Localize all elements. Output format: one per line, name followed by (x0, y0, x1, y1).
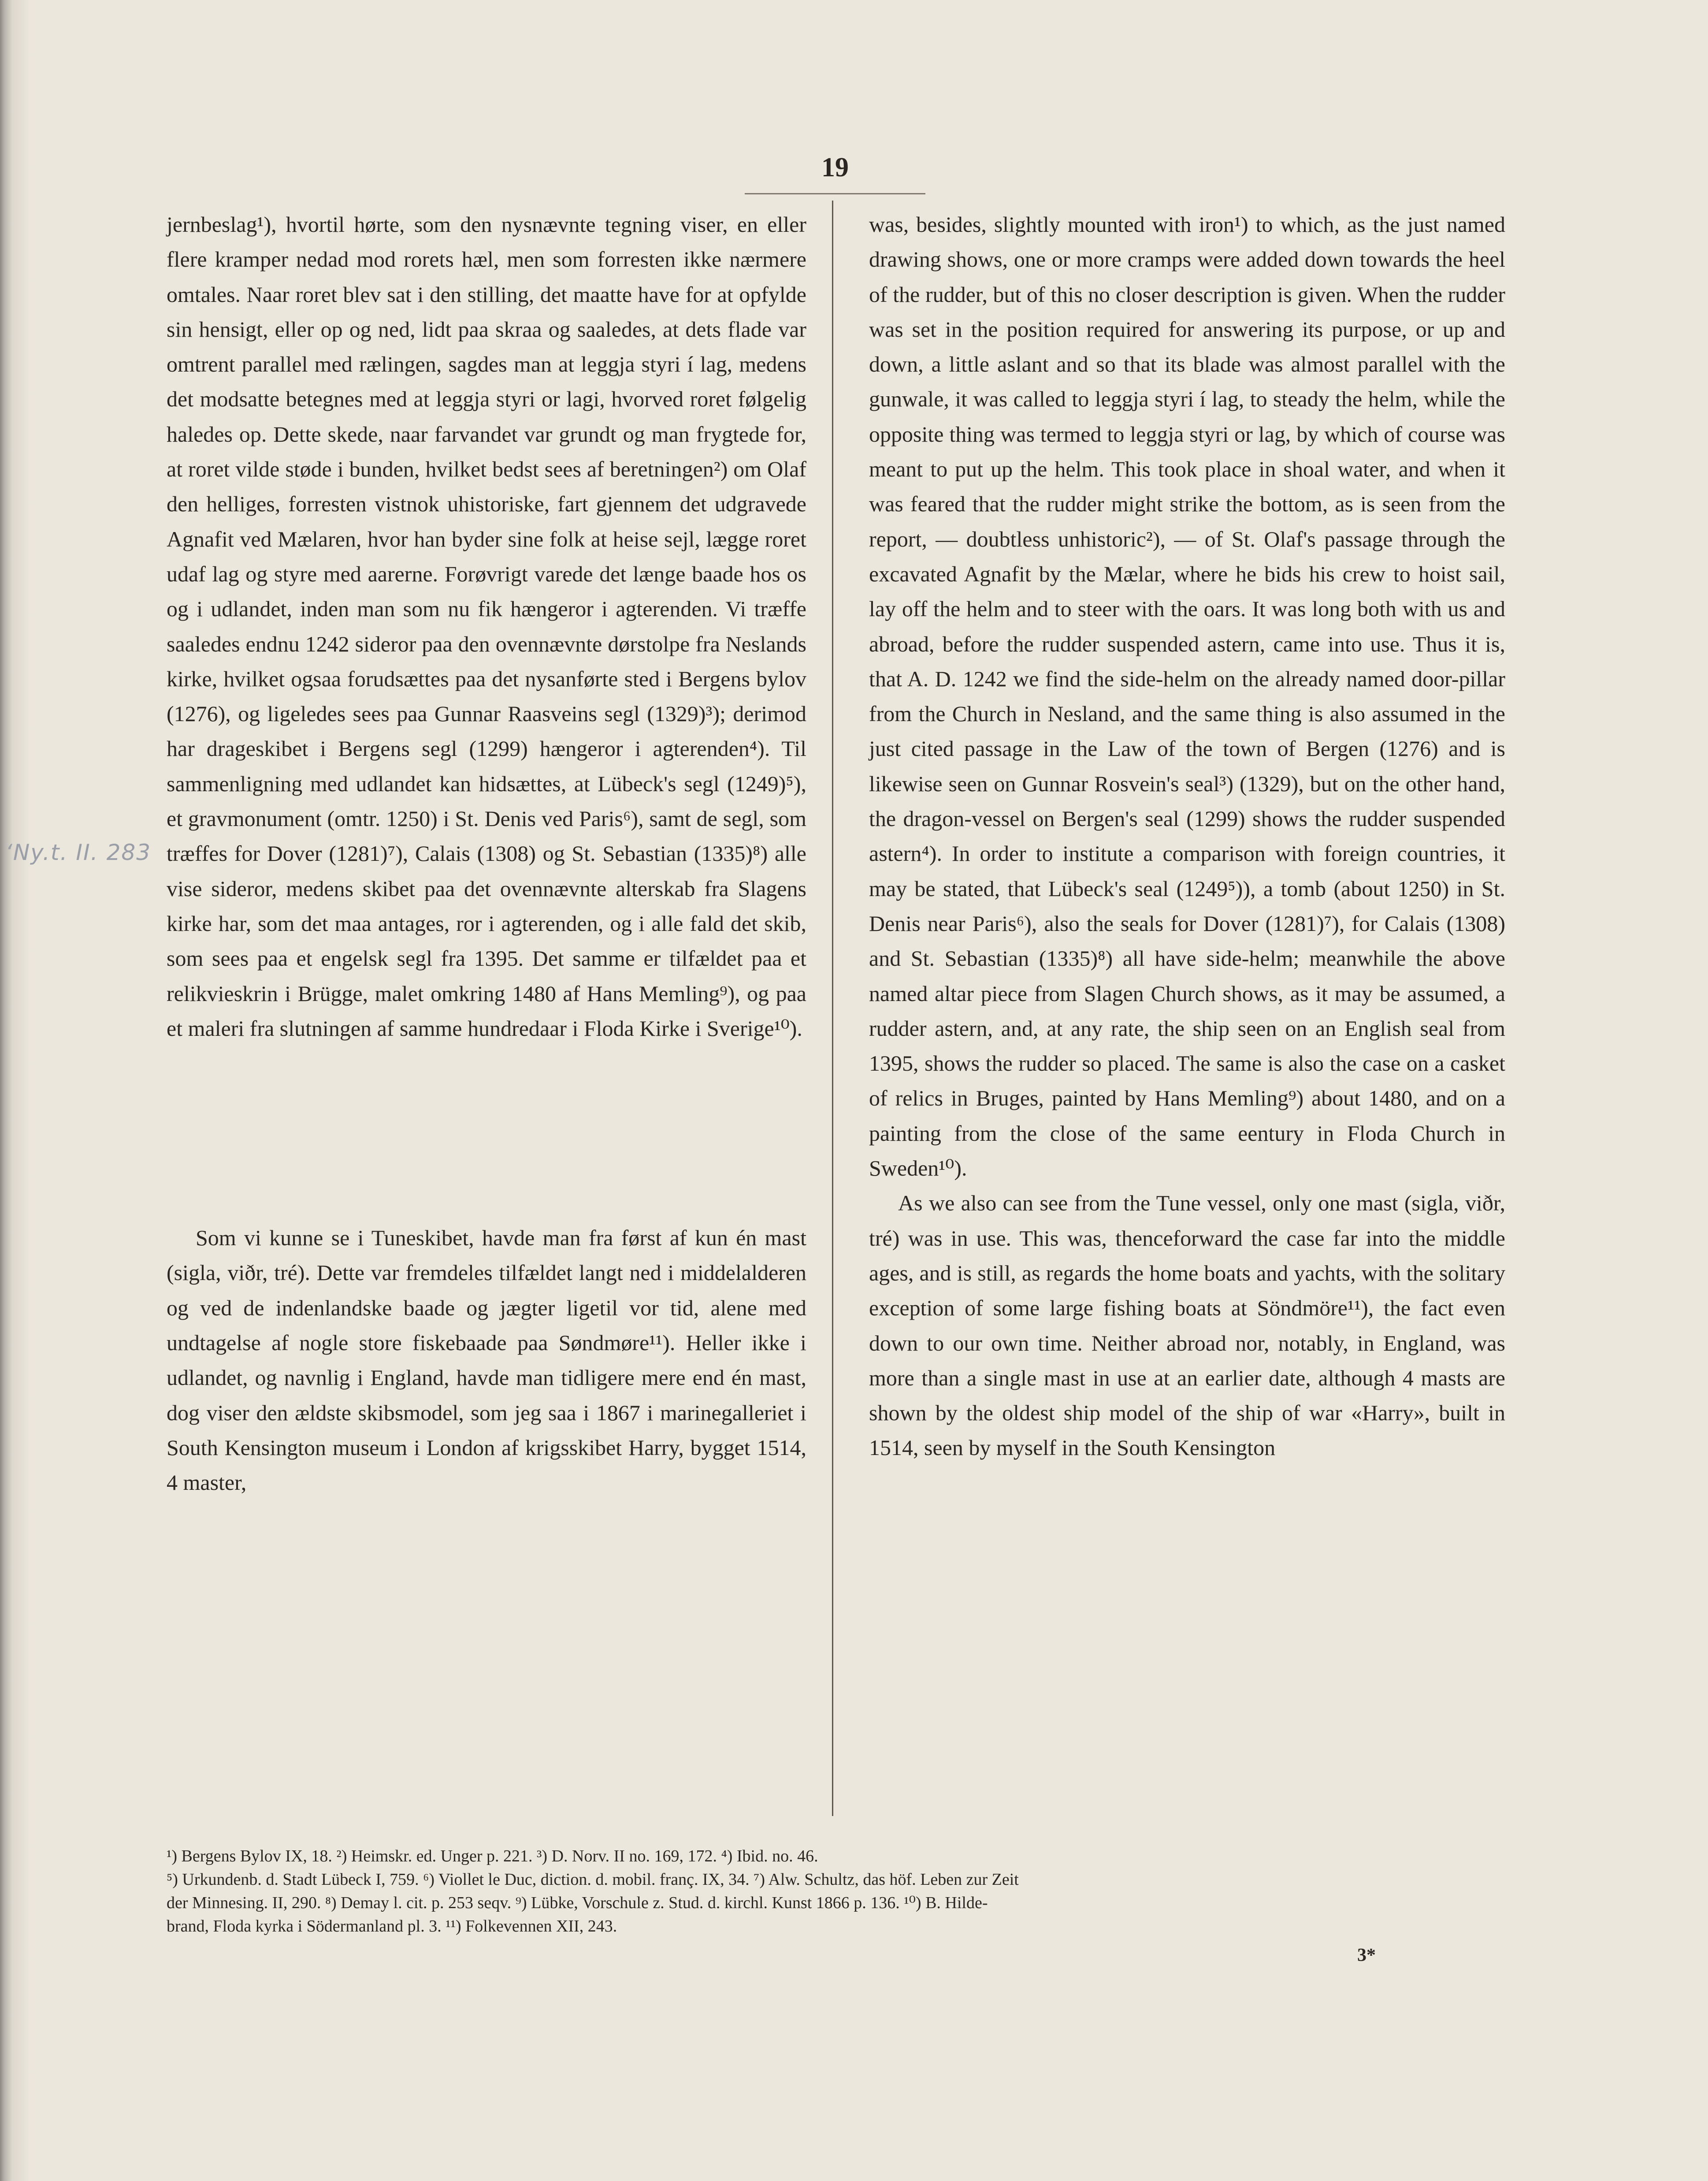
footnote-line: ¹) Bergens Bylov IX, 18. ²) Heimskr. ed. Unger p. 221. ³) D. Norv. II no. 169, 172. ⁴) Ibid. no. 46. (167, 1847, 818, 1865)
signature-mark: 3* (1357, 1945, 1376, 1965)
footnote-line: brand, Floda kyrka i Södermanland pl. 3. ¹¹) Folkevennen XII, 243. (167, 1917, 617, 1935)
section-gap (167, 1046, 806, 1221)
column-divider (832, 201, 833, 1816)
footnotes (167, 1845, 1502, 1938)
footnote-line: ⁵) Urkundenb. d. Stadt Lübeck I, 759. ⁶) Viollet le Duc, diction. d. mobil. franç. IX, 34. ⁷) Alw. Schultz, das höf. Leben zur Zeit (167, 1870, 1019, 1889)
header-rule (745, 193, 925, 194)
footnote-line: der Minnesing. II, 290. ⁸) Demay l. cit. p. 253 seqv. ⁹) Lübke, Vorschule z. Stud. d. kirchl. Kunst 1866 p. 136. ¹⁰) B. Hilde- (167, 1894, 988, 1912)
right-paragraph-mast: As we also can see from the Tune vessel, only one mast (sigla, viðr, tré) was in use. This was, thenceforward the case far into the middle ages, and is still, as regards the home boats and yachts, with the solitary exception of some large fishing boats at Söndmöre¹¹), the fact even down to our own time. Neither abroad nor, notably, in England, was more than a single mast in use at an earlier date, although 4 masts are shown by the oldest ship model of the ship of war «Harry», built in 1514, seen by myself in the South Kensington (869, 1191, 1505, 1460)
right-column-english (869, 207, 1505, 1466)
right-paragraph-rudder: was, besides, slightly mounted with iron¹) to which, as the just named drawing shows, one or more cramps were added down towards the heel of the rudder, but of this no closer description is given. When the rudder was set in the position required for answering its purpose, or up and down, a little aslant and so that its blade was almost parallel with the gunwale, it was called to leggja styri í lag, to steady the helm, while the opposite thing was termed to leggja styri or lag, by which of course was meant to put up the helm. This took place in shoal water, and when it was feared that the rudder might strike the bottom, as is seen from the report, — doubtless unhistoric²), — of St. Olaf's passage through the excavated Agnafit by the Mælar, where he bids his crew to hoist sail, lay off the helm and to steer with the oars. It was long both with us and abroad, before the rudder suspended astern, came into use. Thus it is, that A. D. 1242 we find the side-helm on the already named door-pillar from the Church in Nesland, and the same thing is also assumed in the just cited passage in the Law of the town of Bergen (1276) and is likewise seen on Gunnar Rosvein's seal³) (1329), but on the other hand, the dragon-vessel on Bergen's seal (1299) shows the rudder suspended astern⁴). In order to institute a comparison with foreign countries, it may be stated, that Lübeck's seal (1249⁵)), a tomb (about 1250) in St. Denis near Paris⁶), also the seals for Dover (1281)⁷), for Calais (1308) and St. Sebastian (1335)⁸) all have side-helm; meanwhile the above named altar piece from Slagen Church shows, as it may be assumed, a rudder astern, and, at any rate, the ship seen on an English seal from 1395, shows the rudder so placed. The same is also the case on a casket of relics in Bruges, painted by Hans Memling⁹) about 1480, and on a painting from the close of the same eentury in Floda Church in Sweden¹⁰). (869, 212, 1505, 1181)
page-number: 19 (821, 153, 849, 182)
left-paragraph-rudder: jernbeslag¹), hvortil hørte, som den nysnævnte tegning viser, en eller flere kramper nedad mod rorets hæl, men som forresten ikke nærmere omtales. Naar roret blev sat i den stilling, det maatte have for at opfylde sin hensigt, eller op og ned, lidt paa skraa og saaledes, at dets flade var omtrent parallel med rælingen, sagdes man at leggja styri í lag, medens det modsatte betegnes med at leggja styri or lagi, hvorved roret følgelig haledes op. Dette skede, naar farvandet var grundt og man frygtede for, at roret vilde støde i bunden, hvilket bedst sees af beretningen²) om Olaf den helliges, forresten vistnok uhistoriske, fart gjennem det udgravede Agnafit ved Mælaren, hvor han byder sine folk at heise sejl, lægge roret udaf lag og styre med aarerne. Forøvrigt varede det længe baade hos os og i udlandet, inden man som nu fik hængeror i agterenden. Vi træffe saaledes endnu 1242 sideror paa den ovennævnte dørstolpe fra Neslands kirke, hvilket ogsaa forudsættes paa det nysanførte sted i Bergens bylov (1276), og ligeledes sees paa Gunnar Raasveins segl (1329)³); derimod har drageskibet i Bergens segl (1299) hængeror i agterenden⁴). Til sammenligning med udlandet kan hidsættes, at Lübeck's segl (1249)⁵), et gravmonument (omtr. 1250) i St. Denis ved Paris⁶), samt de segl, som træffes for Dover (1281)⁷), Calais (1308) og St. Sebastian (1335)⁸) alle vise sideror, medens skibet paa det ovennævnte alterskab fra Slagens kirke har, som det maa antages, ror i agterenden, og i alle fald det skib, som sees paa et engelsk segl fra 1395. Det samme er tilfældet paa et relikvieskrin i Brügge, malet omkring 1480 af Hans Memling⁹), og paa et maleri fra slutningen af samme hundredaar i Floda Kirke i Sverige¹⁰). (167, 212, 806, 1041)
left-paragraph-mast: Som vi kunne se i Tuneskibet, havde man fra først af kun én mast (sigla, viðr, tré). Dette var fremdeles tilfældet langt ned i middelalderen og ved de indenlandske baade og jægter ligetil vor tid, alene med undtagelse af nogle store fiskebaade paa Søndmøre¹¹). Heller ikke i udlandet, og navnlig i England, havde man tidligere mere end én mast, dog viser den ældste skibsmodel, som jeg saa i 1867 i marinegalleriet i South Kensington museum i London af krigsskibet Harry, bygget 1514, 4 master, (167, 1225, 806, 1495)
left-column-norwegian (167, 207, 806, 1500)
handwritten-margin-note: ʻNy.t. II. 283 (5, 840, 152, 865)
